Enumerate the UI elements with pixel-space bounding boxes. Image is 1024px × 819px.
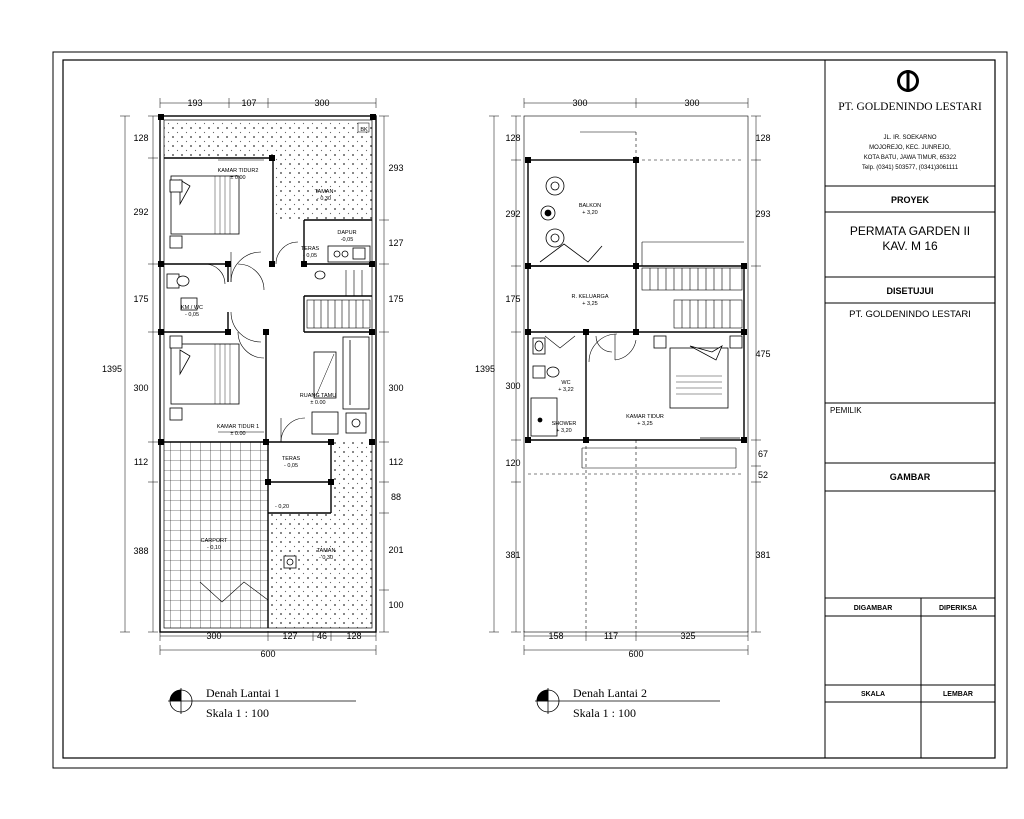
dim-right-1: 293 [388,163,404,173]
level-dapur: -0,05 [340,237,354,243]
dim2-left-3: 175 [505,294,521,304]
dim2-left-1: 128 [505,133,521,143]
level-wc: + 3,22 [558,387,574,393]
company-address-3: KOTA BATU, JAWA TIMUR, 65322 [863,155,957,161]
dim-right-8: 100 [388,600,404,610]
skala-label: SKALA [860,691,886,698]
company-address-1: JL. IR. SOEKARNO [883,135,937,141]
level-km-wc: - 0,05 [184,312,200,318]
plan-lantai-2 [475,98,771,720]
dim-right-2: 127 [388,238,404,248]
dim2-right-6: 381 [755,550,771,560]
plan1-title: Denah Lantai 1 [206,686,280,700]
level-taman-2: - 0,30 [318,555,334,561]
dim2-left-4: 300 [505,381,521,391]
gambar-label: GAMBAR [889,472,931,482]
level-kamar-tidur-1: ± 0.00 [230,431,246,437]
plan1-scale: Skala 1 : 100 [206,706,269,720]
dim-bottom-3: 46 [316,631,328,641]
dim2-bottom-1: 158 [548,631,564,641]
diperiksa-label: DIPERIKSA [938,605,978,612]
project-name-1: PERMATA GARDEN II [849,224,971,238]
level-ruang-tamu: ± 0.00 [310,400,326,406]
label-taman-2: TAMAN [316,548,336,554]
label-km-wc: KM / WC [181,305,203,311]
dim2-right-5: 52 [757,470,769,480]
dim-right-5: 112 [388,457,404,467]
dim2-bottom-2: 117 [603,631,619,641]
dim2-left-2: 292 [505,209,521,219]
dim2-top-1: 300 [572,98,588,108]
dim-left-3: 175 [133,294,149,304]
level-020: - 0,20 [274,504,290,510]
disetujui-label: DISETUJUI [886,286,934,296]
dim-left-4: 300 [133,383,149,393]
dim-left-6: 388 [133,546,149,556]
level-shower: + 3,20 [556,428,572,434]
company-address-4: Telp. (0341) 503577, (0341)3061111 [861,165,959,171]
level-kamar-tidur: + 3,25 [637,421,653,427]
dim2-top-2: 300 [684,98,700,108]
taman-2b-area [268,513,334,628]
dim-overall-left: 1395 [101,364,123,374]
level-carport: - 0,10 [206,545,222,551]
level-kamar-tidur-2: ± 0.00 [230,175,246,181]
dim-left-1: 128 [133,133,149,143]
label-taman-1: TAMAN [314,189,334,195]
level-teras-2: - 0,05 [283,463,299,469]
label-shower: SHOWER [551,421,577,427]
label-kamar-tidur-2: KAMAR TIDUR2 [217,168,259,174]
company-name: PT. GOLDENINDO LESTARI [838,101,982,113]
dim-bottom-2: 127 [282,631,298,641]
dim2-right-1: 128 [755,133,771,143]
level-taman-1: - 0,30 [316,196,332,202]
company-logo [897,70,919,92]
dim-top-2: 107 [241,98,257,108]
level-teras-1: - 0,05 [302,253,318,259]
label-carport: CARPORT [200,538,228,544]
dim-bottom-4: 128 [346,631,362,641]
dim-top-3: 300 [314,98,330,108]
taman-top-area [164,120,372,158]
plan2-scale: Skala 1 : 100 [573,706,636,720]
carport-area [164,442,268,628]
dim-right-4: 300 [388,383,404,393]
dim-right-3: 175 [388,294,404,304]
dim-top-1: 193 [187,98,203,108]
label-wc: WC [561,380,571,386]
pemilik-label: PEMILIK [830,406,862,415]
label-teras-2: TERAS [281,456,301,462]
company-address-2: MOJOREJO, KEC. JUNREJO, [869,145,951,151]
north-symbol-1 [168,688,194,714]
dim-left-5: 112 [133,457,149,467]
dim2-right-2: 293 [755,209,771,219]
taman-2-area [331,442,372,628]
level-r-keluarga: + 3,25 [582,301,598,307]
approver-name: PT. GOLDENINDO LESTARI [849,309,971,320]
lembar-label: LEMBAR [943,691,973,698]
project-name-2: KAV. M 16 [882,239,938,253]
plan-lantai-1 [102,98,404,720]
dim-right-6: 88 [390,492,402,502]
digambar-label: DIGAMBAR [853,605,893,612]
dim2-overall-left: 1395 [474,364,496,374]
dim2-right-3: 475 [755,349,771,359]
label-kamar-tidur-1: KAMAR TIDUR 1 [216,424,260,430]
dim2-left-5: 120 [505,458,521,468]
proyek-label: PROYEK [890,195,930,205]
dim-bottom-1: 300 [206,631,222,641]
label-bk: BK [360,127,368,133]
dim2-right-4: 67 [757,449,769,459]
dim2-bottom-3: 325 [680,631,696,641]
label-balkon: BALKON [578,203,602,209]
label-r-keluarga: R. KELUARGA [571,294,609,300]
label-ruang-tamu: RUANG TAMU [299,393,337,399]
label-teras-1: TERAS [300,246,320,252]
north-symbol-2 [535,688,561,714]
plan2-title: Denah Lantai 2 [573,686,647,700]
label-dapur: DAPUR [337,230,357,236]
level-balkon: + 3,20 [582,210,598,216]
dim-left-2: 292 [133,207,149,217]
dim2-overall-bottom: 600 [628,649,644,659]
dim-overall-bottom: 600 [260,649,276,659]
label-kamar-tidur: KAMAR TIDUR [626,414,664,420]
dim-right-7: 201 [388,545,404,555]
dim2-left-6: 381 [505,550,521,560]
